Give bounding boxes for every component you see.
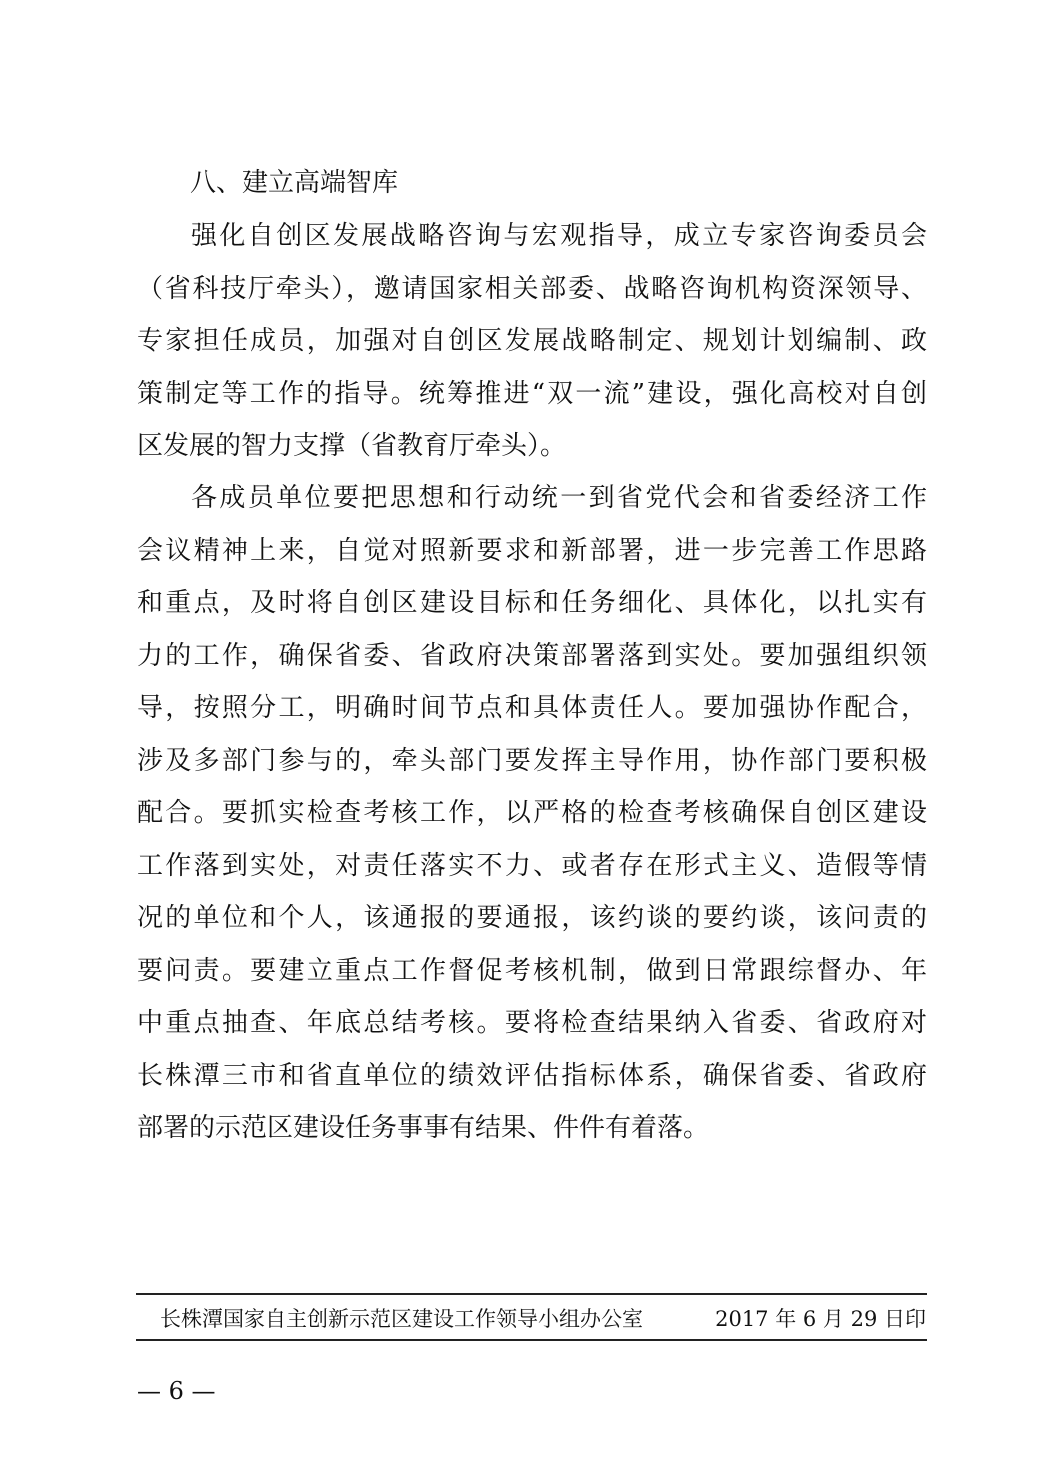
footer-bottom-rule (136, 1339, 927, 1341)
footer-top-rule (136, 1293, 927, 1295)
footer-issuer: 长株潭国家自主创新示范区建设工作领导小组办公室 (160, 1307, 643, 1331)
paragraph-line: 专家担任成员，加强对自创区发展战略制定、规划计划编制、政 (137, 326, 927, 356)
paragraph-line: 涉及多部门参与的，牵头部门要发挥主导作用，协作部门要积极 (137, 745, 927, 776)
paragraph-line: 各成员单位要把思想和行动统一到省党代会和省委经济工作 (191, 483, 927, 513)
paragraph-line: 中重点抽查、年底总结考核。要将检查结果纳入省委、省政府对 (137, 1008, 927, 1038)
page-number: — 6 — (137, 1377, 216, 1405)
paragraph-line: （省科技厅牵头），邀请国家相关部委、战略咨询机构资深领导、 (137, 273, 927, 304)
paragraph-line: 况的单位和个人，该通报的要通报，该约谈的要约谈，该问责的 (137, 903, 927, 933)
paragraph-think-tank (137, 210, 927, 473)
paragraph-line: 工作落到实处，对责任落实不力、或者存在形式主义、造假等情 (137, 850, 927, 881)
paragraph-line: 区发展的智力支撑（省教育厅牵头）。 (137, 431, 567, 461)
paragraph-line: 策制定等工作的指导。统筹推进“双一流”建设，强化高校对自创 (137, 378, 927, 409)
paragraph-line: 强化自创区发展战略咨询与宏观指导，成立专家咨询委员会 (191, 221, 927, 251)
paragraph-implementation (137, 472, 927, 1155)
paragraph-line: 会议精神上来，自觉对照新要求和新部署，进一步完善工作思路 (137, 535, 927, 566)
paragraph-line: 长株潭三市和省直单位的绩效评估指标体系，确保省委、省政府 (137, 1060, 927, 1091)
paragraph-line: 和重点，及时将自创区建设目标和任务细化、具体化，以扎实有 (137, 588, 927, 618)
paragraph-line: 配合。要抓实检查考核工作，以严格的检查考核确保自创区建设 (137, 798, 927, 828)
section-heading: 八、建立高端智库 (190, 168, 399, 198)
footer-print-date: 2017 年 6 月 29 日印 (715, 1307, 926, 1331)
paragraph-line: 导，按照分工，明确时间节点和具体责任人。要加强协作配合， (137, 693, 927, 723)
paragraph-line: 部署的示范区建设任务事事有结果、件件有着落。 (137, 1113, 710, 1143)
paragraph-line: 要问责。要建立重点工作督促考核机制，做到日常跟综督办、年 (137, 955, 927, 986)
paragraph-line: 力的工作，确保省委、省政府决策部署落到实处。要加强组织领 (137, 640, 927, 671)
